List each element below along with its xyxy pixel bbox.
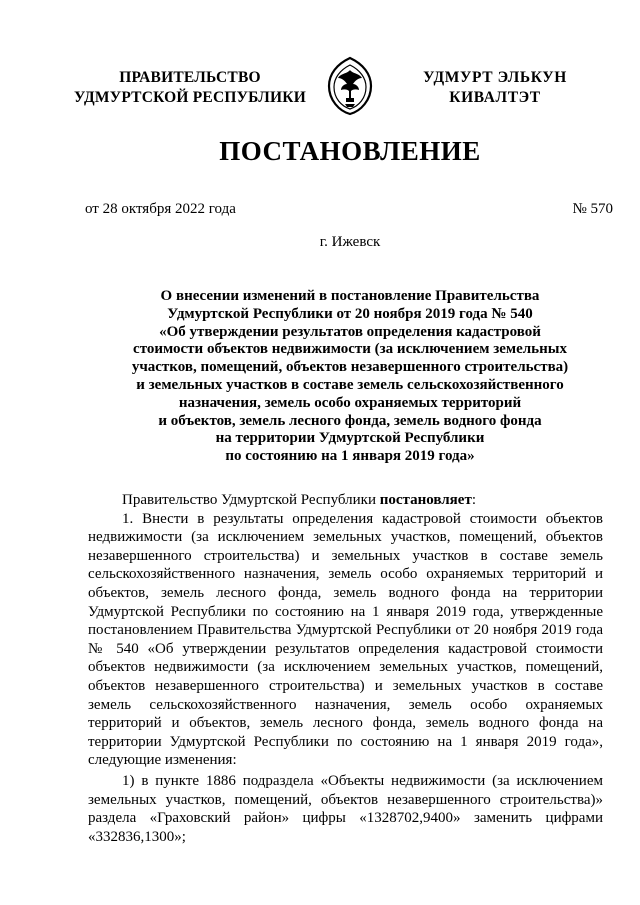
subject-line: по состоянию на 1 января 2019 года»	[225, 448, 475, 465]
item-1-1-paragraph: 1) в пункте 1886 подраздела «Объекты недвижимости (за исключением земельных участков, помещений, объектов незавершенного строительства)» раздела «Граховский район» цифры «1328702,9400» заменить цифрами «332836,1300»;	[88, 772, 603, 845]
issuer-name-russian	[70, 68, 310, 108]
subject-line: стоимости объектов недвижимости (за исключением земельных	[133, 341, 567, 358]
document-number: № 570	[572, 201, 613, 217]
subject-line: О внесении изменений в постановление Правительства	[160, 288, 540, 304]
document-body	[88, 491, 603, 846]
subject-line: на территории Удмуртской Республики	[215, 430, 485, 447]
subject-line: Удмуртской Республики от 20 ноября 2019 года № 540	[167, 305, 533, 322]
issuer-name-udmurt	[395, 68, 595, 108]
document-city: г. Ижевск	[319, 234, 381, 250]
preamble-text: Правительство Удмуртской Республики	[122, 492, 380, 508]
document-date: от 28 октября 2022 года	[85, 201, 236, 217]
subject-line: и объектов, земель лесного фонда, земель водного фонда	[158, 412, 542, 429]
document-subject	[90, 288, 610, 466]
issuer-line-2: УДМУРТСКОЙ РЕСПУБЛИКИ	[74, 89, 306, 106]
issuer-udmurt-line-2: КИВАЛТЭТ	[449, 89, 541, 106]
preamble-colon: :	[471, 492, 476, 508]
preamble-paragraph	[88, 491, 603, 510]
udmurt-coat-of-arms-icon	[325, 56, 375, 116]
subject-line: участков, помещений, объектов незавершенного строительства)	[131, 359, 569, 376]
issuer-udmurt-line-1: УДМУРТ ЭЛЬКУН	[423, 69, 567, 86]
document-title: ПОСТАНОВЛЕНИЕ	[219, 136, 481, 166]
subject-line: и земельных участков в составе земель сельскохозяйственного	[136, 376, 564, 393]
item-1-paragraph: 1. Внести в результаты определения кадастровой стоимости объектов недвижимости (за исключением земельных участков, помещений, объектов незавершенного строительства) и земельных участков в составе земель сельскохозяйственного назначения, земель особо охраняемых территорий и объектов, земель лесного фонда, земель водного фонда на территории Удмуртской Республики по состоянию на 1 января 2019 года, утвержденные постановлением Правительства Удмуртской Республики от 20 ноября 2019 года № 540 «Об утверждении результатов определения кадастровой стоимости объектов недвижимости (за исключением земельных участков, помещений, объектов незавершенного строительства) и земельных участков в составе земель сельскохозяйственного назначения, земель особо охраняемых территорий и объектов, земель лесного фонда, земель водного фонда на территории Удмуртской Республики по состоянию на 1 января 2019 года», следующие изменения:	[88, 510, 603, 769]
preamble-verb: постановляет	[379, 492, 472, 508]
issuer-line-1: ПРАВИТЕЛЬСТВО	[119, 69, 261, 86]
subject-line: назначения, земель особо охраняемых территорий	[178, 394, 522, 411]
subject-line: «Об утверждении результатов определения кадастровой	[159, 323, 541, 340]
